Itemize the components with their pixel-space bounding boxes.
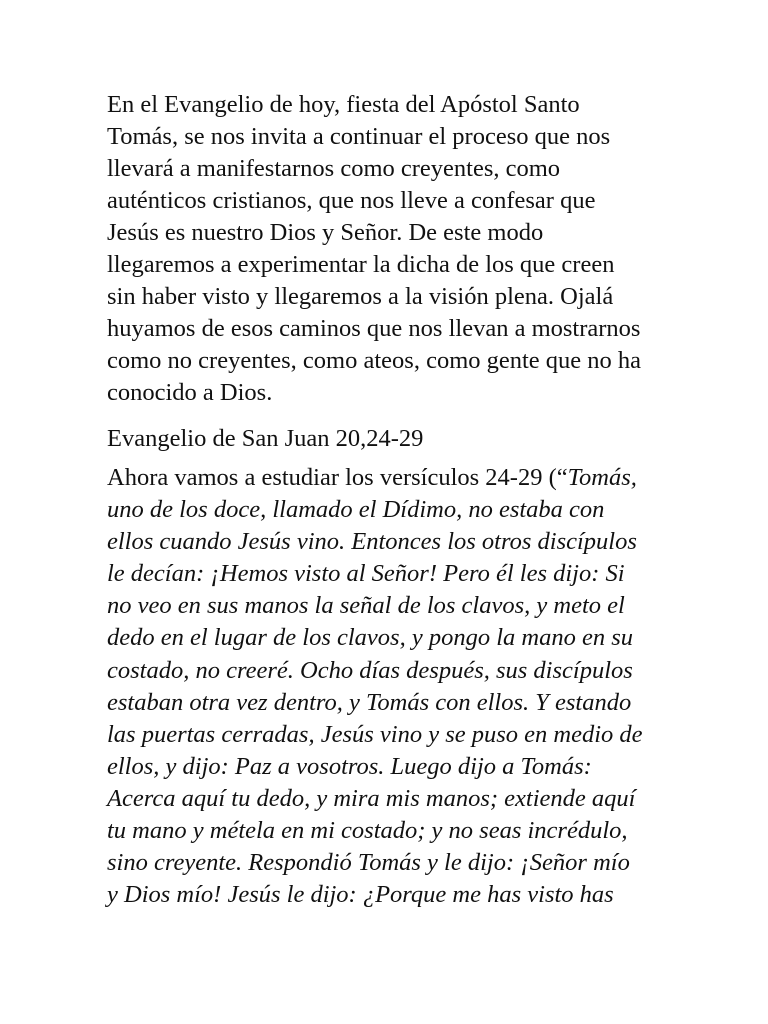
text-line xyxy=(107,462,687,494)
text-line: huyamos de esos caminos que nos llevan a mostrarnos xyxy=(107,315,641,342)
quote-line: las puertas cerradas, Jesús vino y se puso en medio de xyxy=(107,720,643,748)
text-line: Jesús es nuestro Dios y Señor. De este modo xyxy=(107,219,544,246)
quote-line: le decían: ¡Hemos visto al Señor! Pero él les dijo: Si xyxy=(107,560,625,588)
text-line: conocido a Dios. xyxy=(107,379,273,406)
text-line: como no creyentes, como ateos, como gente que no ha xyxy=(107,347,642,374)
text-line: llevará a manifestarnos como creyentes, como xyxy=(107,155,561,182)
text-line: En el Evangelio de hoy, fiesta del Apóstol Santo xyxy=(107,91,580,118)
text-line: auténticos cristianos, que nos lleve a confesar que xyxy=(107,187,596,214)
text-line: Tomás, se nos invita a continuar el proceso que nos xyxy=(107,123,611,150)
study-paragraph xyxy=(107,462,687,911)
quote-line: ellos, y dijo: Paz a vosotros. Luego dijo a Tomás: xyxy=(107,752,592,780)
quote-line: tu mano y métela en mi costado; y no seas incrédulo, xyxy=(107,817,628,845)
quote-line: estaban otra vez dentro, y Tomás con ellos. Y estando xyxy=(107,688,632,716)
quote-line: uno de los doce, llamado el Dídimo, no estaba con xyxy=(107,496,605,524)
quote-start: Tomás, xyxy=(567,464,637,491)
quote-line: y Dios mío! Jesús le dijo: ¿Porque me has visto has xyxy=(107,881,614,909)
quote-line: sino creyente. Respondió Tomás y le dijo: ¡Señor mío xyxy=(107,849,630,877)
text-line: sin haber visto y llegaremos a la visión plena. Ojalá xyxy=(107,283,614,310)
quote-line: no veo en sus manos la señal de los clavos, y meto el xyxy=(107,592,625,620)
quote-line: Acerca aquí tu dedo, y mira mis manos; extiende aquí xyxy=(107,784,636,812)
quote-line: dedo en el lugar de los clavos, y pongo la mano en su xyxy=(107,624,633,652)
scripture-reference xyxy=(107,423,687,455)
intro-phrase: Ahora vamos a estudiar los versículos 24-29 (“ xyxy=(107,464,568,491)
text-line: llegaremos a experimentar la dicha de los que creen xyxy=(107,251,615,278)
intro-paragraph xyxy=(107,89,687,409)
quote-line: costado, no creeré. Ocho días después, sus discípulos xyxy=(107,656,633,684)
reference-heading: Evangelio de San Juan 20,24-29 xyxy=(107,425,424,452)
quote-line: ellos cuando Jesús vino. Entonces los otros discípulos xyxy=(107,528,637,556)
